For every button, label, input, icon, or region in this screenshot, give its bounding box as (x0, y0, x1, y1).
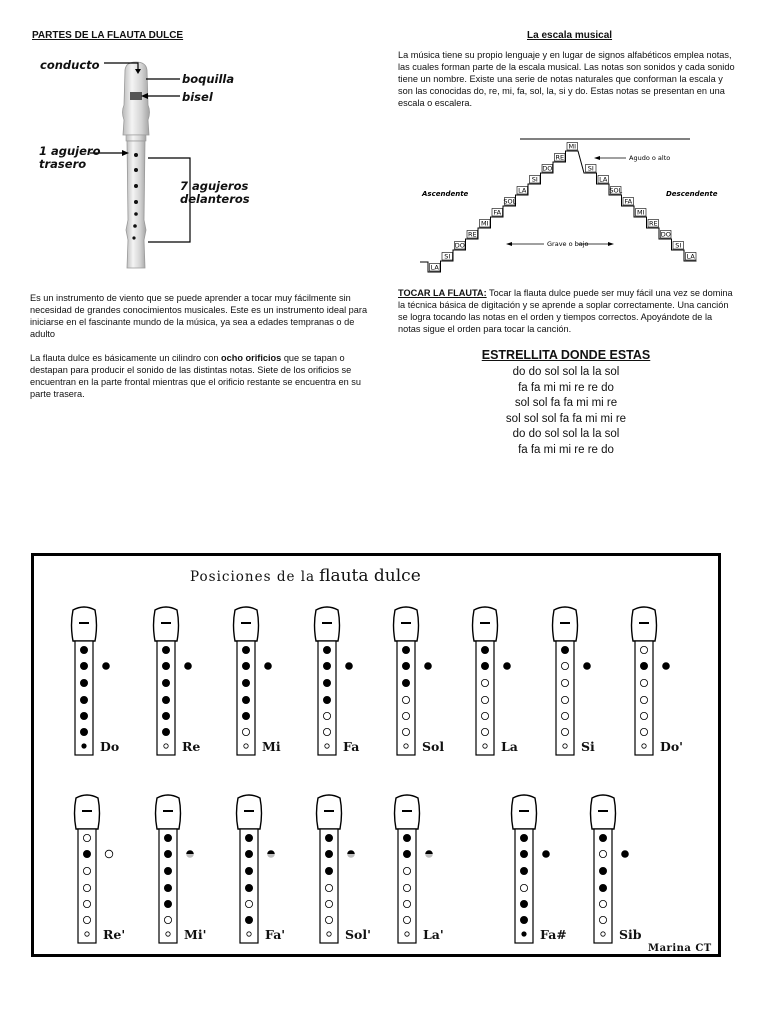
open-hole (481, 712, 488, 719)
open-hole (323, 712, 330, 719)
scale-grave-label: Grave o bajo (547, 240, 589, 248)
thumb-hole-half-shade (347, 854, 355, 858)
song-line: sol sol sol fa fa mi mi re (505, 412, 627, 425)
fingering-flute (232, 605, 281, 757)
fingering-flute (510, 793, 567, 945)
open-hole (245, 900, 252, 907)
closed-hole (242, 679, 249, 686)
closed-hole (323, 646, 330, 653)
open-hole (599, 850, 606, 857)
scale-descendente-label: Descendente (666, 190, 718, 198)
closed-hole (599, 884, 606, 891)
closed-hole (402, 646, 409, 653)
closed-hole (245, 834, 252, 841)
thumb-hole-closed (424, 662, 432, 670)
open-hole (164, 744, 168, 748)
closed-hole (402, 679, 409, 686)
open-hole (403, 867, 410, 874)
flute-drawing (232, 605, 292, 757)
label-agujeros-delanteros-2: delanteros (180, 192, 250, 206)
closed-hole (640, 662, 647, 669)
tocar-text: Tocar la flauta dulce puede ser muy fácil una vez se domina la técnica básica de digitación y se aprende a soplar correctamente. Una canción se logra tocando las notas en el orden y tiempos correctos. Apoyándote de la notas sigue el orden para tocar la canción. (398, 288, 733, 334)
note-name: Do (100, 739, 120, 754)
open-hole (83, 916, 90, 923)
closed-hole (520, 916, 527, 923)
open-hole (403, 900, 410, 907)
open-hole (327, 932, 331, 936)
thumb-hole-open (105, 850, 113, 858)
description-text-a: La flauta dulce es básicamente un cilindro con (30, 353, 222, 363)
scale-paragraph: La música tiene su propio lenguaje y en lugar de signos alfabéticos emplea notas, las cuales forman parte de la escala musical. Las notas son sonidos y cada sonido tiene un nombre. Existe una serie de notas naturales que conforman la escala y son las conocidas do, re, mi, fa, sol, la, si y do. Estas notas se presentan en una escala o escalera. (398, 50, 735, 108)
open-hole (481, 728, 488, 735)
thumb-hole-half (186, 850, 194, 854)
label-agujero-trasero-2: trasero (39, 157, 87, 171)
fingering-flute (393, 793, 444, 945)
scale-step-label: RE (467, 230, 477, 239)
thumb-hole-closed (583, 662, 591, 670)
open-hole (83, 900, 90, 907)
scale-step-label: DO (454, 241, 465, 250)
scale-step-label: RE (555, 153, 565, 162)
scale-step-label: LA (518, 186, 527, 195)
open-hole (402, 728, 409, 735)
scale-step-label: DO (542, 164, 553, 173)
thumb-hole-closed (264, 662, 272, 670)
scale-step-label: SOL (503, 197, 517, 206)
flute-drawing (630, 605, 690, 757)
flute-drawing (510, 793, 570, 945)
song-title (398, 348, 734, 362)
flute-drawing (235, 793, 295, 945)
fingering-flute (551, 605, 595, 757)
fingering-flute (471, 605, 518, 757)
closed-hole (162, 728, 169, 735)
closed-hole (481, 646, 488, 653)
closed-hole (80, 696, 87, 703)
closed-hole (323, 662, 330, 669)
fingering-flute (152, 605, 201, 757)
closed-hole (323, 696, 330, 703)
fingering-flute (313, 605, 360, 757)
closed-hole (481, 662, 488, 669)
scale-step-label: MI (568, 142, 577, 151)
open-hole (403, 916, 410, 923)
flute-drawing (471, 605, 531, 757)
open-hole (481, 679, 488, 686)
thumb-hole-closed (345, 662, 353, 670)
closed-hole (403, 850, 410, 857)
note-name: Sib (619, 927, 642, 942)
thumb-hole-half-shade (267, 854, 275, 858)
open-hole (642, 744, 646, 748)
open-hole (520, 884, 527, 891)
note-name: Sol (422, 739, 445, 754)
scale-step-label: FA (493, 208, 502, 217)
flute-description-paragraph (30, 352, 368, 400)
flute-drawing (393, 793, 453, 945)
thumb-hole-closed (662, 662, 670, 670)
label-boquilla: boquilla (182, 72, 235, 86)
fingering-flute (235, 793, 286, 945)
closed-hole (245, 884, 252, 891)
open-hole (242, 728, 249, 735)
closed-hole (82, 744, 86, 748)
note-name: La' (423, 927, 444, 942)
scale-step-label: LA (686, 252, 695, 261)
chart-credit: Marina CT (648, 943, 712, 954)
open-hole (640, 646, 647, 653)
right-heading: La escala musical (527, 30, 613, 41)
thumb-hole-closed (503, 662, 511, 670)
closed-hole (242, 696, 249, 703)
closed-hole (242, 662, 249, 669)
note-name: Re (182, 739, 201, 754)
scale-ascendente-label: Ascendente (422, 190, 469, 198)
song-title-text: ESTRELLITA DONDE ESTAS (481, 348, 651, 362)
tocar-paragraph (398, 287, 736, 335)
closed-hole (162, 662, 169, 669)
intro-paragraph: Es un instrumento de viento que se puede aprender a tocar muy fácilmente sin necesidad de grandes conocimientos musicales. Este es un instrumento ideal para iniciarse en el fascinante mundo de la música, ya sea a edades tempranas o de adulto (30, 293, 368, 339)
scale-step-label: MI (636, 208, 645, 217)
open-hole (402, 696, 409, 703)
open-hole (561, 712, 568, 719)
open-hole (404, 744, 408, 748)
open-hole (563, 744, 567, 748)
open-hole (325, 900, 332, 907)
description-bold: ocho orificios (221, 353, 282, 363)
thumb-hole-closed (542, 850, 550, 858)
fingering-flute (630, 605, 684, 757)
fingering-chart-title (190, 566, 421, 586)
open-hole (247, 932, 251, 936)
flute-drawing (589, 793, 649, 945)
closed-hole (80, 728, 87, 735)
closed-hole (80, 662, 87, 669)
open-hole (405, 932, 409, 936)
thumb-hole-closed (621, 850, 629, 858)
flute-drawing (313, 605, 373, 757)
flute-drawing (73, 793, 133, 945)
note-name: Mi (262, 739, 281, 754)
fingering-flute (315, 793, 371, 945)
closed-hole (83, 850, 90, 857)
closed-hole (561, 646, 568, 653)
thumb-hole-half (267, 850, 275, 854)
song-line: fa fa mi mi re re do (518, 381, 614, 394)
note-name: La (501, 739, 518, 754)
note-name: Re' (103, 927, 126, 942)
open-hole (483, 744, 487, 748)
thumb-hole-half-shade (186, 854, 194, 858)
closed-hole (162, 646, 169, 653)
thumb-hole-half (347, 850, 355, 854)
open-hole (640, 679, 647, 686)
open-hole (640, 728, 647, 735)
open-hole (481, 696, 488, 703)
open-hole (83, 867, 90, 874)
closed-hole (245, 867, 252, 874)
note-name: Fa' (265, 927, 286, 942)
open-hole (601, 932, 605, 936)
open-hole (83, 884, 90, 891)
closed-hole (325, 867, 332, 874)
closed-hole (245, 916, 252, 923)
scale-step-label: SI (531, 175, 538, 184)
note-name: Si (581, 739, 595, 754)
note-name: Fa (343, 739, 360, 754)
closed-hole (599, 867, 606, 874)
closed-hole (162, 712, 169, 719)
closed-hole (325, 850, 332, 857)
scale-step-label: SI (675, 241, 682, 250)
thumb-hole-half (425, 850, 433, 854)
open-hole (323, 728, 330, 735)
description-text-b: que se tapan o destapan para producir el sonido de las distintas notas. Siete de los orificios se encuentran en la parte frontal mientras que el orificio restante se encuentra en su parte trasera. (30, 353, 361, 399)
label-agujero-trasero-1: 1 agujero (39, 144, 101, 158)
fingering-flute (73, 793, 126, 945)
label-agujeros-delanteros-1: 7 agujeros (180, 179, 249, 193)
thumb-hole-half-shade (425, 854, 433, 858)
thumb-hole-closed (102, 662, 110, 670)
fingering-flute (392, 605, 445, 757)
open-hole (325, 916, 332, 923)
scale-step-label: SOL (609, 186, 623, 195)
open-hole (325, 884, 332, 891)
scale-agudo-label: Agudo o alto (629, 154, 671, 162)
closed-hole (520, 900, 527, 907)
closed-hole (242, 646, 249, 653)
open-hole (166, 932, 170, 936)
label-bisel: bisel (182, 90, 213, 104)
flute-drawing (70, 605, 130, 757)
scale-step-label: LA (430, 263, 439, 272)
open-hole (402, 712, 409, 719)
scale-step-label: LA (599, 175, 608, 184)
closed-hole (403, 834, 410, 841)
open-hole (244, 744, 248, 748)
scale-step-label: MI (480, 219, 489, 228)
closed-hole (245, 850, 252, 857)
closed-hole (164, 884, 171, 891)
open-hole (561, 679, 568, 686)
closed-hole (520, 850, 527, 857)
closed-hole (323, 679, 330, 686)
fingering-flute (589, 793, 642, 945)
closed-hole (599, 834, 606, 841)
fingering-flute (70, 605, 120, 757)
closed-hole (80, 646, 87, 653)
closed-hole (162, 696, 169, 703)
scale-step-label: FA (624, 197, 633, 206)
flute-drawing (152, 605, 212, 757)
chart-title-small: Posiciones de la (190, 569, 316, 585)
song-line: fa fa mi mi re re do (518, 443, 614, 456)
open-hole (325, 744, 329, 748)
flute-drawing (551, 605, 611, 757)
song-line: sol sol fa fa mi mi re (514, 397, 618, 410)
closed-hole (80, 679, 87, 686)
flute-drawing (315, 793, 375, 945)
open-hole (561, 696, 568, 703)
open-hole (85, 932, 89, 936)
song-lines (398, 365, 734, 459)
closed-hole (402, 662, 409, 669)
closed-hole (522, 932, 526, 936)
note-name: Do' (660, 739, 684, 754)
thumb-hole-closed (184, 662, 192, 670)
song-line: do do sol sol la la sol (512, 428, 620, 441)
fingering-flute (154, 793, 207, 945)
note-name: Mi' (184, 927, 207, 942)
staircase-line (420, 151, 697, 272)
closed-hole (242, 712, 249, 719)
note-name: Fa# (540, 927, 567, 942)
song-line: do do sol sol la la sol (512, 366, 620, 378)
closed-hole (325, 834, 332, 841)
closed-hole (164, 834, 171, 841)
closed-hole (164, 900, 171, 907)
left-heading: PARTES DE LA FLAUTA DULCE (32, 30, 184, 41)
chart-title-big: flauta dulce (319, 566, 421, 586)
open-hole (561, 662, 568, 669)
open-hole (403, 884, 410, 891)
scale-step-label: SI (587, 164, 594, 173)
closed-hole (520, 867, 527, 874)
flute-drawing (154, 793, 214, 945)
scale-staircase-diagram (420, 120, 720, 280)
scale-step-label: RE (648, 219, 658, 228)
tocar-label: TOCAR LA FLAUTA: (398, 288, 487, 298)
open-hole (640, 712, 647, 719)
scale-step-label: SI (444, 252, 451, 261)
open-hole (599, 900, 606, 907)
closed-hole (520, 834, 527, 841)
open-hole (164, 916, 171, 923)
flute-drawing (392, 605, 452, 757)
open-hole (640, 696, 647, 703)
open-hole (561, 728, 568, 735)
note-name: Sol' (345, 927, 371, 942)
open-hole (599, 916, 606, 923)
closed-hole (80, 712, 87, 719)
closed-hole (162, 679, 169, 686)
closed-hole (164, 867, 171, 874)
closed-hole (164, 850, 171, 857)
label-conducto: conducto (40, 58, 100, 72)
scale-step-label: DO (660, 230, 671, 239)
open-hole (83, 834, 90, 841)
